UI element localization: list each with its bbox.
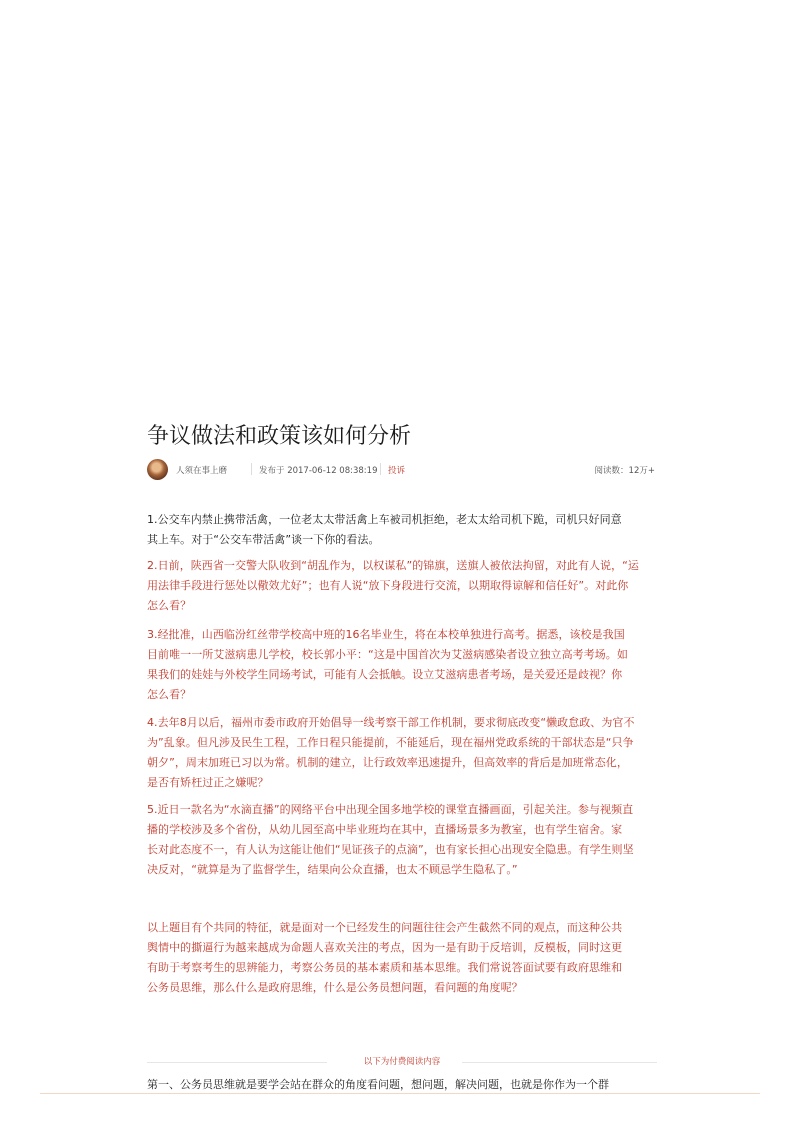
paragraph-line: 长对此态度不一，有人认为这能让他们“见证孩子的点滴”，也有家长担心出现安全隐患。有学生则坚 (147, 843, 634, 856)
paragraph-line: 1.公交车内禁止携带活禽，一位老太太带活禽上车被司机拒绝，老太太给司机下跪，司机只好同意 (147, 513, 622, 526)
paragraph-line: 目前唯一一所艾滋病患儿学校，校长郭小平：“这是中国首次为艾滋病感染者设立独立高考考场。如 (147, 648, 628, 661)
summary-paragraph (147, 918, 659, 998)
author-name[interactable]: 人须在事上磨 (176, 466, 228, 476)
paragraph-line: 3.经批准，山西临汾红丝带学校高中班的16名毕业生，将在本校单独进行高考。据悉，该校是我国 (147, 628, 625, 641)
read-count: 阅读数：12万+ (594, 466, 655, 476)
paid-content-first-line: 第一、公务员思维就是要学会站在群众的角度看问题，想问题，解决问题，也就是你作为一个群 (147, 1078, 609, 1091)
paragraph-line: 为”乱象。但凡涉及民生工程，工作日程只能提前，不能延后，现在福州党政系统的干部状态是“只争 (147, 736, 634, 749)
meta-divider (380, 463, 381, 475)
paragraph-line: 怎么看？ (147, 688, 192, 701)
question-paragraph-5 (147, 800, 659, 880)
paragraph-line: 果我们的娃娃与外校学生同场考试，可能有人会抵触。设立艾滋病患者考场，是关爱还是歧视？你 (147, 668, 623, 681)
article-title: 争议做法和政策该如何分析 (147, 424, 412, 449)
paragraph-line: 其上车。对于“公交车带活禽”谈一下你的看法。 (147, 533, 380, 546)
paragraph-line: 舆情中的撕逼行为越来越成为命题人喜欢关注的考点，因为一是有助于反培训，反模板，同时这更 (147, 941, 623, 954)
question-paragraph-4 (147, 713, 659, 793)
paragraph-line: 怎么看？ (147, 599, 192, 612)
meta-divider (251, 463, 252, 475)
paragraph-line: 5.近日一款名为“水滴直播”的网络平台中出现全国多地学校的课堂直播画面，引起关注。参与视频直 (147, 803, 634, 816)
paid-content-label: 以下为付费阅读内容 (363, 1057, 441, 1067)
paragraph-line: 公务员思维，那么什么是政府思维，什么是公务员想问题，看问题的角度呢？ (147, 981, 523, 994)
paragraph-line: 决反对，“就算是为了监督学生，结果向公众直播，也太不顾忌学生隐私了。” (147, 863, 518, 876)
question-paragraph-3 (147, 625, 659, 705)
paragraph-line: 朝夕”，周末加班已习以为常。机制的建立，让行政效率迅速提升，但高效率的背后是加班常态化， (147, 756, 628, 769)
paragraph-line: 有助于考察考生的思辨能力，考察公务员的基本素质和基本思维。我们常说答面试要有政府思维和 (147, 961, 623, 974)
paragraph-line: 2.日前，陕西省一交警大队收到“胡乱作为，以权谋私”的锦旗，送旗人被依法拘留，对此有人说，“运 (147, 559, 639, 572)
paragraph-line: 播的学校涉及多个省份，从幼儿园至高中毕业班均在其中，直播场景多为教室，也有学生宿舍。家 (147, 823, 623, 836)
article-meta (147, 457, 657, 483)
paid-content-divider (147, 1054, 657, 1070)
avatar[interactable] (147, 459, 168, 480)
paragraph-line: 是否有矫枉过正之嫌呢？ (147, 776, 269, 789)
paragraph-line: 4.去年8月以后，福州市委市政府开始倡导一线考察干部工作机制，要求彻底改变“懒政怠政、为官不 (147, 716, 635, 729)
bottom-divider (40, 1093, 760, 1094)
report-link[interactable]: 投诉 (388, 466, 406, 476)
publish-time: 发布于 2017-06-12 08:38:19 (259, 466, 378, 476)
paragraph-line: 以上题目有个共同的特征，就是面对一个已经发生的问题往往会产生截然不同的观点，而这种公共 (147, 921, 623, 934)
question-paragraph-2 (147, 556, 659, 616)
question-paragraph-1 (147, 510, 659, 550)
paragraph-line: 用法律手段进行惩处以儆效尤好”；也有人说“放下身段进行交流，以期取得谅解和信任好”。对此你 (147, 579, 629, 592)
